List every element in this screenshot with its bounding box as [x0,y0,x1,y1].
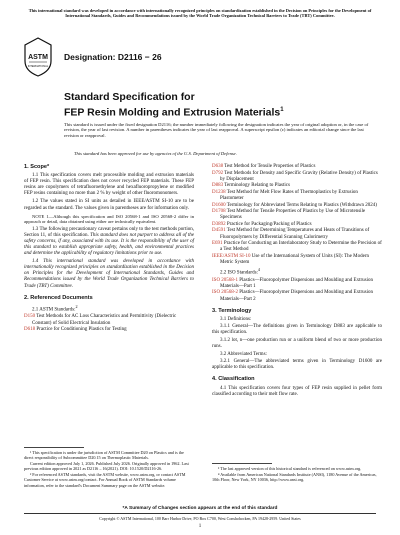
reference-code-link[interactable]: D1600 [212,202,226,208]
paragraph-3-2-1: 3.2.1 General—The abbreviated terms given in Terminology D1600 are applicable to this specification. [212,359,382,371]
footnotes-right [212,466,382,483]
svg-text:ASTM: ASTM [28,54,48,61]
reference-code-link[interactable]: D638 [212,164,224,169]
reference-item [212,203,382,209]
reference-item [212,278,382,290]
paragraph-3-1-2: 3.1.2 lot, n—one production run or a uniform blend of two or more production runs. [212,338,382,350]
footnote: Current edition approved July 1, 2026. Published July 2026. Originally approved in 1962. Last previous edition approved in 2021 as D2116 – 16(2021). DOI: 10.1520/D2116-26. [24,461,189,472]
reference-code-link[interactable]: E691 [212,241,223,247]
reference-code-link[interactable]: ISO 20568-1 [212,277,238,283]
footnote: ⁴ Available from American National Standards Institute (ANSI), 1180 Avenue of the Americas, 10th Floor, New York, NY 10036, http://www.ansi.org. [212,472,377,483]
title-line-2: FEP Resin Molding and Extrusion Materials$^1$ [64,106,284,118]
document-title [64,91,284,119]
reference-title: Terminology Relating to Plastics [223,183,290,189]
issued-statement: This standard is issued under the fixed designation D2116; the number immediately following the designation indicates the year of original adoption or, in the case of revision, the year of last revision. A number in parentheses indicates the year of last reapproval. A superscript epsilon (ε) indicates an editorial change since the last revision or reapproval. [64,122,369,138]
astm-reference-list-right [212,164,382,266]
subheading-astm-standards: 2.1 ASTM Standards:$^2$ [32,303,78,313]
reference-item [212,209,382,221]
reference-title: Practice for Packaging/Packing of Plastics [225,221,312,227]
reference-item [212,228,382,240]
reference-item [212,290,382,302]
section-heading-scope: 1. Scope* [24,164,50,170]
left-column [24,164,194,334]
reference-item [212,241,382,253]
summary-of-changes-note: *A Summary of Changes section appears at the end of this standard [122,506,278,511]
section-heading-terminology: 3. Terminology [212,307,252,314]
reference-code-link[interactable]: ISO 20568-2 [212,290,238,296]
reference-code-link[interactable]: D4591 [212,228,226,234]
footnote: ² For referenced ASTM standards, visit the ASTM website, www.astm.org, or contact ASTM Customer Service at www.astm.org/contact. For Annual Book of ASTM Standards volume information, refer to the standard's Document Summary page on the ASTM website. [24,472,186,488]
svg-text:INTERNATIONAL: INTERNATIONAL [27,65,49,68]
copyright-line: Copyright © ASTM International, 100 Barr Harbor Drive, PO Box C700, West Conshohocken, PA 19428-2959. United States [99,516,301,521]
page-number: 1 [198,524,202,529]
right-column [212,164,382,400]
note-1: NOTE 1—Although this specification and ISO 20568-1 and ISO 20568-2 differ in approach or detail, data obtained using either are technically equivalent. [24,213,194,225]
paragraph-3-1-1: 3.1.1 General—The definitions given in Terminology D883 are applicable to this specification. [212,323,382,335]
reference-title: Test Method for Determining Temperatures and Heats of Transitions of Fluoropolymers by Differential Scanning Calorimetry [220,228,370,240]
footnote: ¹ This specification is under the jurisdiction of ASTM Committee D20 on Plastics and is the direct responsibility of Subcommittee D20.15 on Thermoplastic Materials. [24,450,184,461]
reference-title: Test Method for Tensile Properties of Plastics by Use of Microtensile Specimens [220,209,366,221]
paragraph-1-4: 1.4 This international standard was developed in accordance with internationally recognized principles on standardization established in the Decision on Principles for the Development of International Standards, Guides and Recommendations issued by the World Trade Organization Technical Barriers to Trade (TBT) Committee. [24,259,194,289]
reference-title: Test Method for Tensile Properties of Plastics [223,164,316,169]
reference-code-link[interactable]: D883 [212,183,224,189]
reference-item [212,222,382,228]
subheading-abbreviated-terms: 3.2 Abbreviated Terms: [220,352,267,358]
reference-item [212,254,382,266]
footer-rule [24,513,376,514]
reference-title: Plastics—Fluoropolymer Dispersions and Moulding and Extrusion Materials—Part 2 [220,290,373,302]
footnote-rule-left [24,447,84,448]
section-heading-referenced-documents: 2. Referenced Documents [24,294,93,301]
paragraph-1-2: 1.2 The values stated in SI units as detailed in IEEE/ASTM SI-10 are to be regarded as the standard. The values given in parentheses are for information only. [24,199,194,211]
designation: Designation: D2116 − 26 [64,52,162,62]
reference-item [212,183,382,189]
dod-approval-note: This standard has been approved for use by agencies of the U.S. Department of Defense. [74,151,237,156]
reference-item [212,190,382,202]
title-line-1: Standard Specification for [64,91,195,103]
reference-code-link[interactable]: IEEE/ASTM SI-10 [212,253,251,259]
subheading-iso-standards: 2.2 ISO Standards:$^4$ [220,267,260,276]
footnote: ³ The last approved version of this historical standard is referenced on www.astm.org. [218,466,362,471]
paragraph-1-3: 1.3 The following precautionary caveat pertains only to the test methods portion, Section 11, of this specification. This standard does not purport to address all of the safety concerns, if any, associated with its use. It is the responsibility of the user of this standard to establish appropriate safety, health, and environmental practices and determine the applicability of regulatory limitations prior to use. [24,226,195,257]
reference-title: Plastics—Fluoropolymer Dispersions and Moulding and Extrusion Materials—Part 1 [220,277,373,289]
reference-code-link[interactable]: D1708 [212,209,226,215]
reference-item [24,314,194,326]
reference-title: Practice for Conditioning Plastics for Testing [35,327,127,333]
footnotes-left [24,450,194,489]
tbt-notice: This international standard was developed in accordance with internationally recognized principles on standardization established in the Decision on Principles for the Development of International Standards, Guides and Recommendations issued by the World Trade Organization Technical Barriers to Trade (TBT) Committee. [28,8,372,19]
footnote-rule-right [212,463,272,464]
reference-code-link[interactable]: D792 [212,170,224,176]
iso-reference-list [212,278,382,303]
reference-code-link[interactable]: D618 [24,327,36,333]
subheading-definitions: 3.1 Definitions: [220,316,252,322]
reference-title: Terminology for Abbreviated Terms Relating to Plastics (Withdrawn 2024) [225,202,377,208]
reference-code-link[interactable]: D150 [24,314,36,320]
reference-title: Test Method for Melt Flow Rates of Thermoplastics by Extrusion Plastometer [220,189,358,201]
reference-item [212,164,382,170]
title-footnote-mark: 1 [280,106,284,113]
section-heading-classification: 4. Classification [212,376,255,383]
reference-code-link[interactable]: D3892 [212,221,226,227]
reference-title: Test Methods for Density and Specific Gravity (Relative Density) of Plastics by Displacement [220,170,378,182]
reference-title: Test Methods for AC Loss Characteristics and Permittivity (Dielectric Constant) of Solid Electrical Insulation [32,314,177,326]
paragraph-1-1: 1.1 This specification covers melt processible molding and extrusion materials of FEP resin. This specification does not cover recycled FEP materials. These FEP resins are copolymers of tetrafluoroethylene and hexafluoropropylene or modified FEP resins containing no more than 2 % by weight of other fluoromonomers. [24,173,194,197]
reference-title: Practice for Conducting an Interlaboratory Study to Determine the Precision of a Test Method [220,241,382,253]
reference-item [212,171,382,183]
reference-item [24,327,194,333]
reference-code-link[interactable]: D1238 [212,189,226,195]
astm-reference-list-left [24,314,194,333]
paragraph-4-1: 4.1 This specification covers four types of FEP resin supplied in pellet form classified according to their melt flow rate. [212,385,382,397]
astm-logo [24,37,52,77]
reference-title: Use of the International System of Units (SI): The Modern Metric System [220,253,369,265]
